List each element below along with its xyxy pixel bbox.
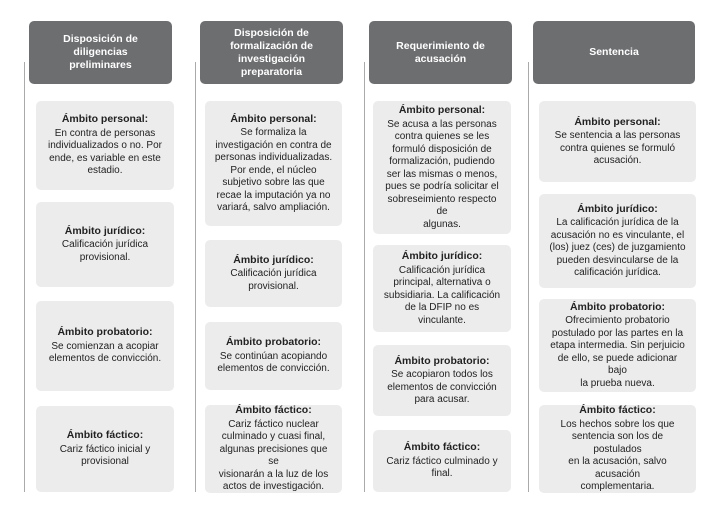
card-text: Se continúan acopiando elementos de convicción. — [217, 350, 330, 375]
card-personal — [36, 101, 174, 190]
column-connector-line — [364, 62, 365, 492]
card-title: Ámbito jurídico: — [233, 253, 314, 266]
card-text: Calificación jurídica provisional. — [230, 268, 317, 292]
card-title: Ámbito fáctico: — [403, 441, 481, 454]
card-juridico — [36, 202, 174, 287]
card-title: Ámbito jurídico: — [64, 224, 146, 237]
column-connector-line — [195, 62, 196, 492]
card-title: Ámbito fáctico: — [235, 404, 312, 417]
card-text: Cariz fáctico inicial y provisional — [59, 443, 151, 468]
card-text: Se formaliza la investigación en contra de personas individualizadas. Por ende, el núcleo subjetivo sobre las que recae la imputación ya no variará, salvo ampliación. — [214, 127, 333, 213]
card-text: Calificación jurídica provisional. — [61, 239, 149, 263]
column-header-label: Sentencia — [589, 46, 639, 58]
card-probatorio — [373, 345, 511, 416]
card-text: Cariz fáctico nuclear culminado y cuasi final, algunas precisiones que se visionarán a la luz de los actos de investigación. — [218, 418, 329, 493]
column-header — [29, 21, 172, 84]
column-header — [533, 21, 695, 84]
card-title: Ámbito jurídico: — [577, 202, 658, 215]
card-personal — [539, 101, 696, 182]
card-title: Ámbito probatorio: — [394, 354, 490, 367]
card-text: Ofrecimiento probatorio postulado por las partes en la etapa intermedia. Sin perjuicio de ello, se puede adicionar bajo la prueba nueva. — [550, 315, 685, 389]
column-header — [200, 21, 343, 84]
card-factico — [539, 405, 696, 493]
card-probatorio — [539, 299, 696, 392]
card-juridico — [205, 240, 342, 307]
column-connector-line — [24, 62, 25, 492]
card-title: Ámbito probatorio: — [569, 300, 666, 313]
card-text: La calificación jurídica de la acusación no es vinculante, el (los) juez (ces) de juzgamiento pueden desvincularse de la calificación jurídica. — [549, 217, 686, 278]
card-probatorio — [205, 322, 342, 390]
card-text: Cariz fáctico culminado y final. — [386, 455, 498, 480]
card-probatorio — [36, 301, 174, 391]
card-text: En contra de personas individualizados o no. Por ende, es variable en este estadio. — [48, 127, 162, 177]
card-personal — [205, 101, 342, 226]
card-title: Ámbito probatorio: — [225, 336, 322, 349]
column-header-label: Disposición de formalización de investigación preparatoria — [230, 26, 313, 78]
card-title: Ámbito personal: — [398, 104, 486, 116]
card-factico — [373, 430, 511, 492]
column-header-label: Requerimiento de acusación — [396, 39, 485, 65]
card-text: Se acopiaron todos los elementos de convicción para acusar. — [387, 369, 497, 405]
card-factico — [36, 406, 174, 492]
card-title: Ámbito probatorio: — [57, 326, 153, 339]
card-juridico — [539, 194, 696, 288]
card-text: Calificación jurídica principal, alternativa o subsidiaria. La calificación de la DFIP no es vinculante. — [383, 264, 501, 326]
card-text: Los hechos sobre los que sentencia son los de postulados en la acusación, salvo acusación complementaria. — [560, 418, 675, 493]
card-factico — [205, 405, 342, 493]
column-header — [369, 21, 512, 84]
card-title: Ámbito jurídico: — [401, 250, 483, 262]
column-header-label: Disposición de diligencias preliminares — [63, 33, 138, 71]
card-text: Se comienzan a acopiar elementos de convicción. — [48, 340, 162, 365]
card-title: Ámbito personal: — [61, 113, 149, 126]
card-juridico — [373, 245, 511, 332]
card-text: Se sentencia a las personas contra quienes se formuló acusación. — [554, 130, 681, 166]
column-connector-line — [528, 62, 529, 492]
card-personal — [373, 101, 511, 234]
card-title: Ámbito fáctico: — [66, 429, 144, 442]
card-title: Ámbito personal: — [574, 115, 661, 128]
card-title: Ámbito fáctico: — [579, 404, 656, 417]
card-text: Se acusa a las personas contra quienes se les formuló disposición de formalización, pudiendo ser las mismas o menos, pues se podría solicitar el sobreseimiento respecto de algunas. — [385, 118, 499, 230]
card-title: Ámbito personal: — [230, 112, 317, 125]
